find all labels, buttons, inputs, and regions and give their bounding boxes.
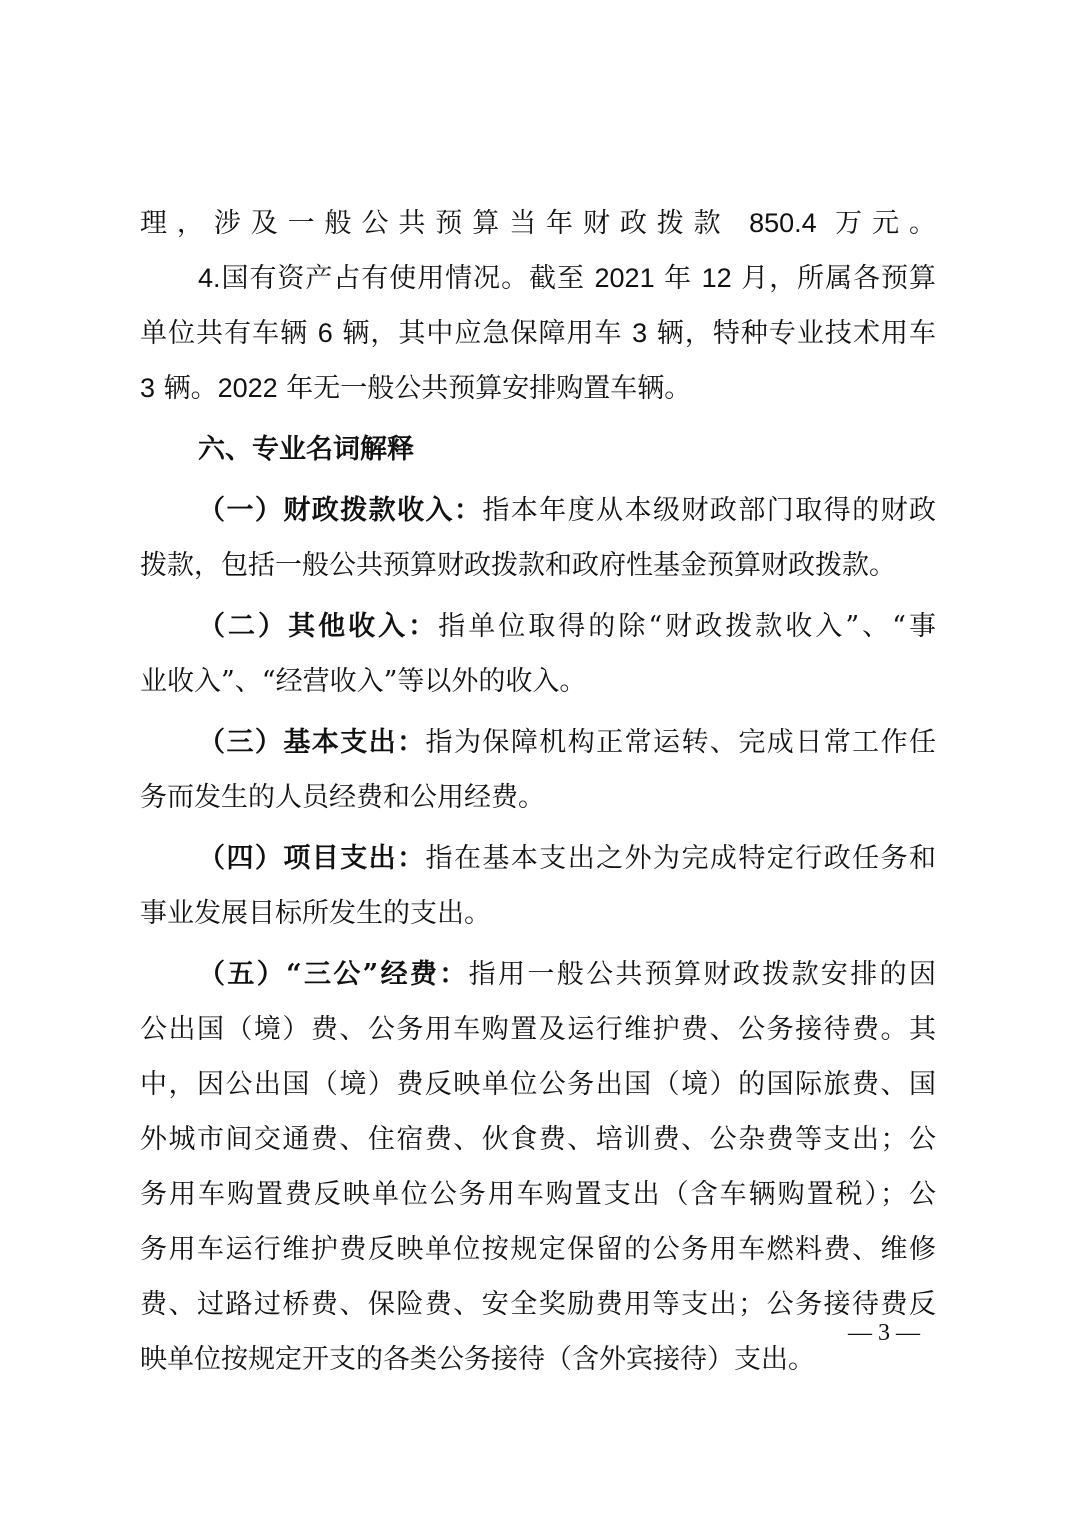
paragraph-line: 理，涉及一般公共预算当年财政拨款 850.4 万元。 xyxy=(140,208,936,239)
term-label: （一）财政拨款收入： xyxy=(198,495,483,526)
document-body xyxy=(140,196,936,1387)
term-label: （二）其他收入： xyxy=(198,611,439,642)
paragraph-line: 单位共有车辆 6 辆，其中应急保障用车 3 辆，特种专业技术用车 xyxy=(140,318,936,349)
term-line: （一）财政拨款收入：指本年度从本级财政部门取得的财政 xyxy=(198,495,936,526)
page-number: — 3 — xyxy=(848,1320,920,1346)
term-line: （五）“三公”经费：指用一般公共预算财政拨款安排的因 xyxy=(198,959,936,990)
term-label: （三）基本支出： xyxy=(198,727,426,758)
term-line: 事业发展目标所发生的支出。 xyxy=(140,898,491,929)
term-label: （四）项目支出： xyxy=(198,843,426,874)
term-line: 务而发生的人员经费和公用经费。 xyxy=(140,782,545,813)
term-line: 务用车购置费反映单位公务用车购置支出（含车辆购置税）；公 xyxy=(140,1179,936,1210)
term-line: （四）项目支出：指在基本支出之外为完成特定行政任务和 xyxy=(198,843,936,874)
paragraph-line: 4.国有资产占有使用情况。截至 2021 年 12 月，所属各预算 xyxy=(198,263,936,294)
term-line: （三）基本支出：指为保障机构正常运转、完成日常工作任 xyxy=(198,727,936,758)
section-heading: 六、专业名词解释 xyxy=(198,434,414,465)
term-line: 业收入”、“经营收入”等以外的收入。 xyxy=(140,666,587,697)
term-line: 拨款，包括一般公共预算财政拨款和政府性基金预算财政拨款。 xyxy=(140,550,896,581)
term-line: 费、过路过桥费、保险费、安全奖励费用等支出；公务接待费反 xyxy=(140,1289,936,1320)
term-line: 务用车运行维护费反映单位按规定保留的公务用车燃料费、维修 xyxy=(140,1234,936,1265)
term-line: 映单位按规定开支的各类公务接待（含外宾接待）支出。 xyxy=(140,1344,815,1375)
paragraph-line: 3 辆。2022 年无一般公共预算安排购置车辆。 xyxy=(140,373,692,404)
term-line: 中，因公出国（境）费反映单位公务出国（境）的国际旅费、国 xyxy=(140,1069,936,1100)
term-line: 外城市间交通费、住宿费、伙食费、培训费、公杂费等支出；公 xyxy=(140,1124,936,1155)
term-label: （五）“三公”经费： xyxy=(198,959,469,990)
term-line: 公出国（境）费、公务用车购置及运行维护费、公务接待费。其 xyxy=(140,1014,936,1045)
term-line: （二）其他收入：指单位取得的除“财政拨款收入”、“事 xyxy=(198,611,936,642)
